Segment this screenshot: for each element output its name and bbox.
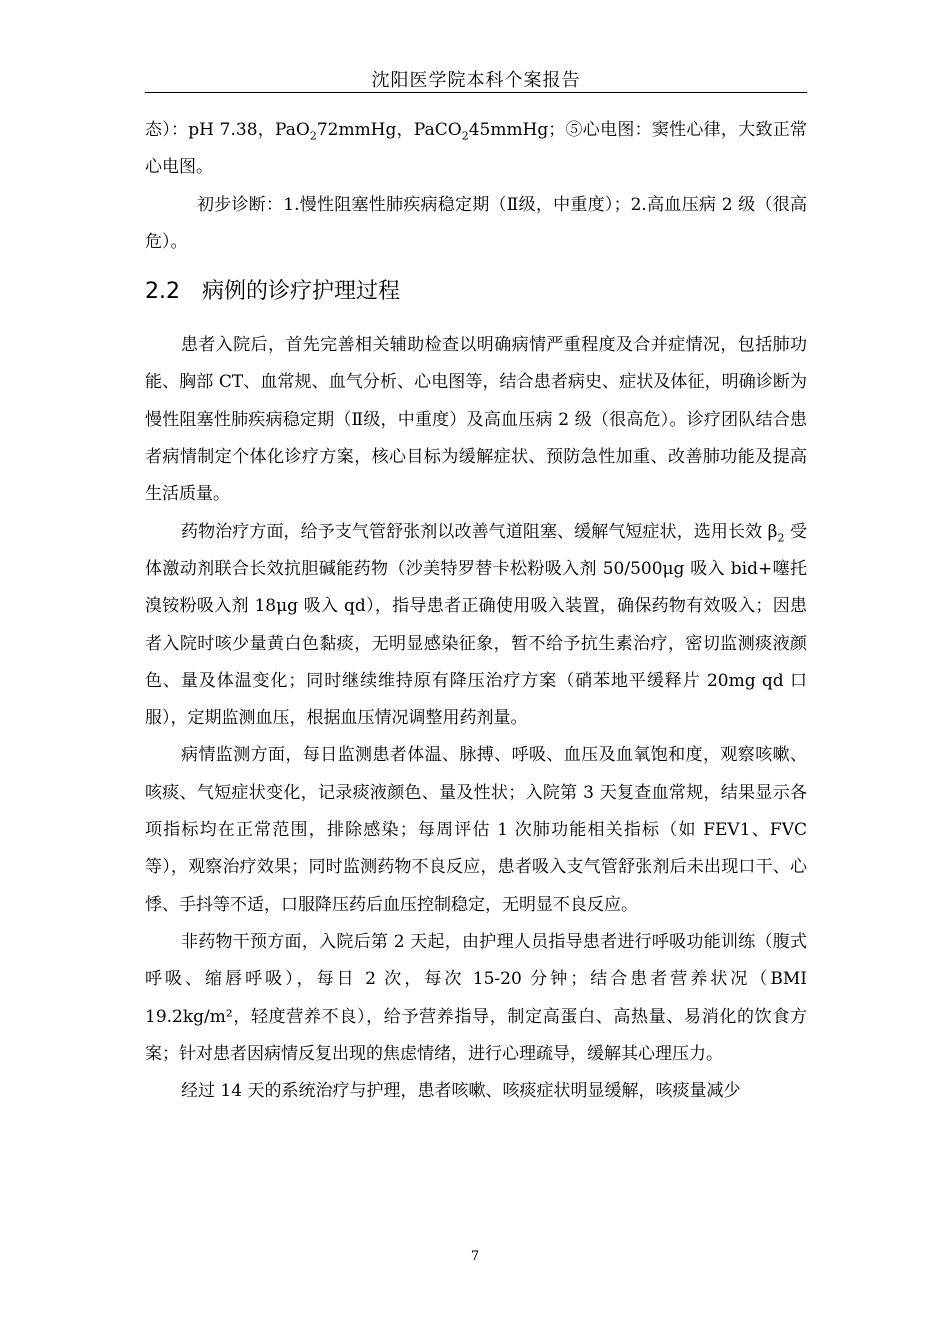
text-run: 45mmHg；⑤心电图：窦性心律，大致正常心电图。 — [145, 120, 807, 178]
paragraph-lab-results — [145, 112, 807, 187]
running-header-title: 沈阳医学院本科个案报告 — [371, 70, 581, 91]
section-title: 病例的诊疗护理过程 — [202, 279, 401, 305]
section-number: 2.2 — [145, 279, 180, 305]
paragraph-preliminary-diagnosis: 初步诊断：1.慢性阻塞性肺疾病稳定期（Ⅱ级，中重度）；2.高血压病 2 级（很高危）。 — [145, 194, 807, 252]
text-run: 受体激动剂联合长效抗胆碱能药物（沙美特罗替卡松粉吸入剂 50/500μg 吸入 bid+噻托溴铵粉吸入剂 18μg 吸入 qd），指导患者正确使用吸入装置，确保药物有效吸入；因患者入院时咳少量黄白色黏痰，无明显感染征象，暂不给予抗生素治疗，密切监测痰液颜色、量及体温变化；同时继续维持原有降压治疗方案（硝苯地平缓释片 20mg qd 口服），定期监测血压，根据血压情况调整用药剂量。 — [145, 521, 807, 729]
text-run: 药物治疗方面，给予支气管舒张剂以改善气道阻塞、缓解气短症状，选用长效 β — [181, 521, 778, 542]
subscript: 2 — [777, 531, 785, 545]
subscript: 2 — [461, 129, 469, 143]
paragraph-outcome: 经过 14 天的系统治疗与护理，患者咳嗽、咳痰症状明显缓解，咳痰量减少 — [181, 1081, 741, 1102]
header-divider — [145, 92, 807, 93]
section-heading — [145, 277, 807, 307]
paragraph-non-drug-intervention: 非药物干预方面，入院后第 2 天起，由护理人员指导患者进行呼吸功能训练（腹式呼吸、缩唇呼吸），每日 2 次，每次 15-20 分钟；结合患者营养状况（BMI 19.2kg/m²，轻度营养不良），给予营养指导，制定高蛋白、高热量、易消化的饮食方案；针对患者因病情反复出现的焦虑情绪，进行心理疏导，缓解其心理压力。 — [145, 931, 807, 1064]
document-body — [145, 112, 807, 1110]
paragraph-monitoring: 病情监测方面，每日监测患者体温、脉搏、呼吸、血压及血氧饱和度，观察咳嗽、咳痰、气短症状变化，记录痰液颜色、量及性状；入院第 3 天复查血常规，结果显示各项指标均在正常范围，排除感染；每周评估 1 次肺功能相关指标（如 FEV1、FVC 等），观察治疗效果；同时监测药物不良反应，患者吸入支气管舒张剂后未出现口干、心悸、手抖等不适，口服降压药后血压控制稳定，无明显不良反应。 — [145, 745, 807, 915]
subscript: 2 — [309, 129, 317, 143]
page-number: 7 — [470, 1249, 480, 1264]
text-run: 72mmHg，PaCO — [316, 120, 462, 140]
text-run: 态）：pH 7.38，PaO — [145, 120, 310, 140]
paragraph-diagnosis-process: 患者入院后，首先完善相关辅助检查以明确病情严重程度及合并症情况，包括肺功能、胸部 CT、血常规、血气分析、心电图等，结合患者病史、症状及体征，明确诊断为慢性阻塞性肺疾病稳定期（Ⅱ级，中重度）及高血压病 2 级（很高危）。诊疗团队结合患者病情制定个体化诊疗方案，核心目标为缓解症状、预防急性加重、改善肺功能及提高生活质量。 — [145, 335, 807, 505]
paragraph-drug-therapy — [145, 514, 807, 738]
